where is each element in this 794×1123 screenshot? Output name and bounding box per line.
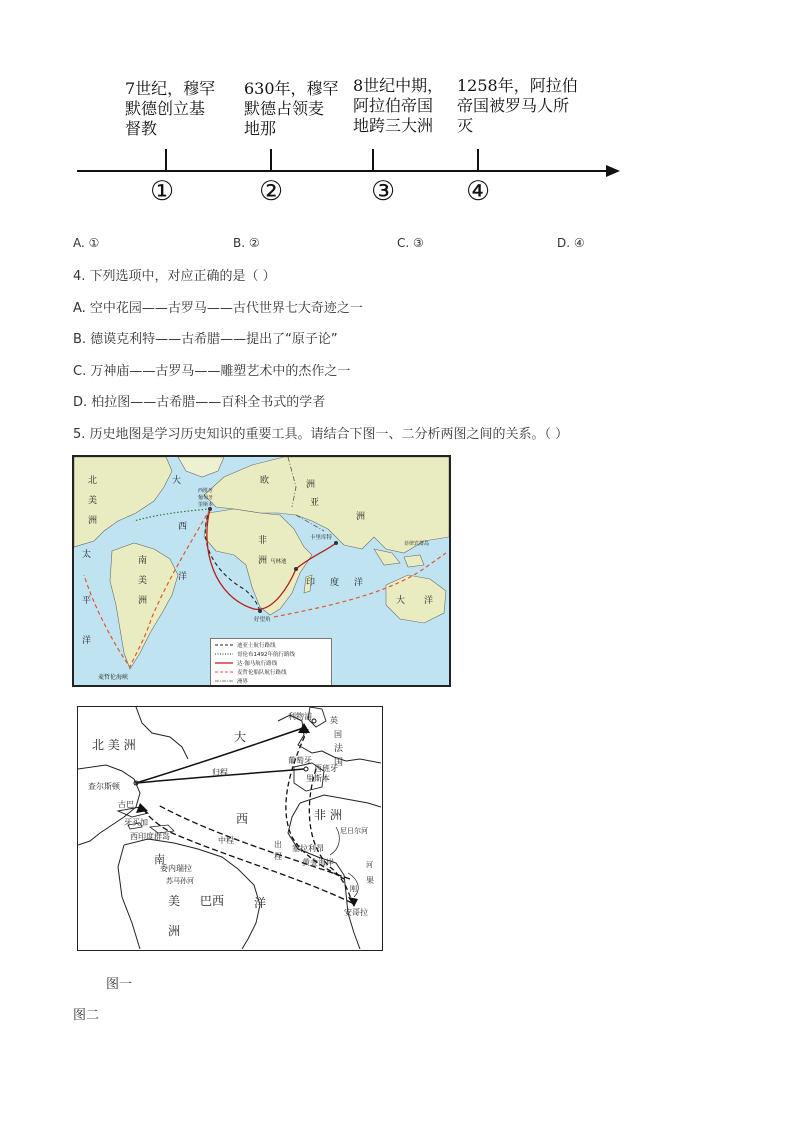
triangular-trade-map [78,707,381,949]
timeline-marker-4: ④ [466,176,491,207]
legend-text-magellan: 麦哲伦船队航行路线 [237,670,287,676]
map2-label: 洋 [254,896,267,910]
columbus-route [134,509,210,521]
q4-option-d[interactable]: D. 柏拉图——古希腊——百科全书式的学者 [73,395,326,410]
map1-label: 洲 [306,480,316,490]
map2-label: 河 [366,861,373,869]
map2-label: 美 [168,894,181,908]
map1-label: 西班牙 [198,488,214,494]
timeline-event-label-1: 7世纪，穆罕 默德创立基 督教 [125,79,216,138]
map2-label: 巴西 [200,894,225,908]
outbound-route-2 [309,769,352,903]
q4-option-b[interactable]: B. 德谟克利特——古希腊——提出了“原子论” [73,332,338,347]
greenland-land [178,457,224,477]
q3-option-d[interactable]: D. ④ [557,236,585,250]
map2-label: 安哥拉 [344,908,368,917]
timeline-event-label-2: 630年，穆罕 默德占领麦 地那 [244,79,339,138]
map1-label: 洲 [138,596,148,606]
map2-label: 非 洲 [314,808,342,822]
malindi-dot [294,567,298,571]
south-america-coast [118,839,260,949]
timeline-axis [0,0,794,220]
map2-label: 牙买加 [124,818,148,827]
map1-label: 葡萄牙 [198,495,214,501]
map2-label: 查尔斯顿 [88,782,120,791]
map1-label: 太 [82,550,92,560]
australia-land [386,575,446,623]
map2-label: 刚 [350,885,357,893]
legend-text-dias: 迪亚士航行路线 [237,643,276,649]
timeline-marker-3: ③ [371,176,396,207]
map1-label: 麦哲伦海峡 [98,674,129,681]
map2-label: 归程 [212,768,228,777]
map1-label: 菲律宾群岛 [404,541,430,547]
map1-label: 非 [258,536,268,546]
map1-label: 洲 [88,516,98,526]
q4-option-c[interactable]: C. 万神庙——古罗马——雕塑艺术中的杰作之一 [73,364,351,379]
map2-label: 委内瑞拉 [160,864,192,873]
map2-label: 尼日尔河 [340,827,368,835]
map1-label: 卡里库特 [310,535,333,541]
map2-label: 葡萄牙 [288,756,312,765]
map2-label: 法 [334,744,344,754]
map1-label: 洲 [258,556,268,566]
q4-option-a[interactable]: A. 空中花园——古罗马——古代世界七大奇迹之一 [73,301,363,316]
map2-label: 西印度群岛 [130,832,170,841]
map1-legend-swatches [211,639,331,685]
map1-label: 大 [172,476,182,486]
map1-legend [210,638,332,686]
map1-label: 度 [330,578,340,588]
legend-text-columbus: 哥伦布1492年航行路线 [237,652,295,658]
map2-label: 黄金海岸 [302,858,334,867]
map2-label: 古巴 [118,800,134,809]
map2-label: 中程 [218,836,234,845]
calicut-dot [334,541,338,545]
q3-option-c[interactable]: C. ③ [397,236,424,250]
map1-label: 印 [306,578,316,588]
legend-text-boundary: 洲界 [237,679,249,685]
map1-label: 美 [138,576,148,586]
q4-stem: 4. 下列选项中，对应正确的是（ ） [73,269,276,284]
map1-label: 马林迪 [270,559,287,565]
north-america-coast-upper [136,707,188,759]
map2-label: 出 [274,840,282,849]
map2-label: 国 [334,730,342,739]
timeline-event-label-4: 1258年，阿拉伯 帝国被罗马人所 灭 [457,76,578,135]
map2-label: 果 [366,876,374,885]
timeline-marker-1: ① [150,176,175,207]
timeline-event-label-3: 8世纪中期， 阿拉伯帝国 地跨三大洲 [353,76,444,135]
map1-label: 南 [138,556,148,566]
map1-label: 好望角 [254,617,271,623]
figure-1-caption: 图一 [106,977,133,992]
map1-label: 洲 [356,512,366,522]
map1-label: 西 [178,522,188,532]
q3-option-a[interactable]: A. ① [73,236,100,250]
lisbon-dot [304,767,308,771]
map2-label: 南 [154,853,165,866]
map-figure-2 [77,706,383,951]
map1-label: 大 [396,596,406,606]
map2-label: 苏马孙河 [166,877,194,885]
timeline-arrow-head [606,165,620,177]
map1-label: 洋 [424,596,434,606]
map1-label: 洋 [354,578,364,588]
map2-label: 英 [330,716,338,725]
legend-text-gama: 达·伽马航行路线 [237,661,278,667]
map2-label: 里斯本 [306,774,330,783]
map2-label: 西 [236,812,249,826]
map2-label: 大 [234,730,247,744]
map1-label: 洋 [82,636,92,646]
map1-label: 平 [82,596,92,606]
map1-label: 洋 [178,572,188,582]
map2-label: 利物浦 [288,712,312,721]
map2-label: 程 [274,852,282,861]
map2-label: 国 [334,758,344,768]
map1-label: 欧 [260,476,270,486]
niger-river [330,827,339,855]
map1-label: 美 [88,496,98,506]
map2-label: 塞拉利昂 [292,844,324,853]
map2-label: 西班牙 [314,764,338,773]
map2-label: 洲 [168,924,181,938]
map-figure-1 [72,455,451,687]
cape-dot [258,609,262,613]
map1-label: 北 [88,476,98,486]
q5-stem: 5. 历史地图是学习历史知识的重要工具。请结合下图一、二分析两图之间的关系。（ ） [73,427,569,442]
timeline-marker-2: ② [259,176,284,207]
map1-label: 里斯本 [198,502,214,508]
q3-option-b[interactable]: B. ② [233,236,260,250]
figure-2-caption: 图二 [73,1008,100,1023]
map2-label: 北 美 洲 [92,738,136,752]
map1-label: 亚 [310,498,320,508]
route-arrow-2 [298,723,310,733]
liverpool-dot [312,719,316,723]
